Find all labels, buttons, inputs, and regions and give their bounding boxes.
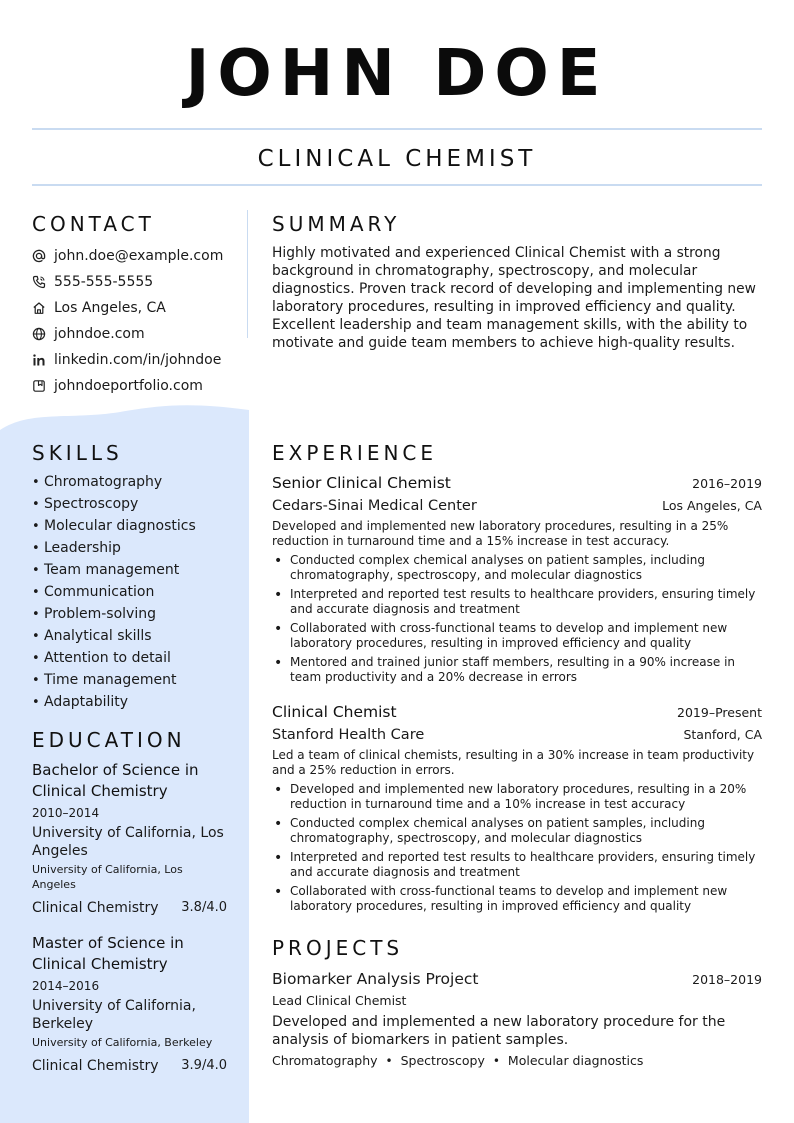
- project-tag: Molecular diagnostics: [507, 1053, 644, 1068]
- job-organization: Cedars-Sinai Medical Center: [272, 498, 477, 514]
- project-tags: [272, 1051, 762, 1071]
- contact-portfolio-text: johndoeportfolio.com: [54, 378, 203, 394]
- contact-portfolio[interactable]: [32, 373, 223, 399]
- summary-text: Highly motivated and experienced Clinical Chemist with a strong background in chromatography, spectroscopy, and molecular diagnostics. Proven track record of developing and implementing new laboratory procedures, resulting in improved efficiency and quality. Excellent leadership and team management skills, with the ability to motivate and guide team members to achieve high-quality results.: [272, 245, 756, 351]
- job-dates: 2019–Present: [677, 705, 762, 720]
- skill-item: • Communication: [32, 581, 196, 603]
- job-bullet: • Interpreted and reported test results to healthcare providers, ensuring timely and accurate diagnosis and treatment: [272, 587, 762, 617]
- job-title: CLINICAL CHEMIST: [257, 146, 537, 172]
- skill-item: • Spectroscopy: [32, 493, 196, 515]
- experience-entry: [272, 701, 762, 918]
- education-years: 2014–2016: [32, 979, 100, 993]
- education-university: University of California, Berkeley: [32, 998, 196, 1032]
- contact-heading: CONTACT: [32, 212, 155, 236]
- summary-heading: SUMMARY: [272, 212, 401, 236]
- header-divider-top: [32, 128, 762, 130]
- tag-separator: •: [492, 1054, 500, 1068]
- education-years: 2010–2014: [32, 806, 100, 820]
- phone-icon: [32, 275, 46, 289]
- skills-list: [32, 471, 196, 713]
- job-location: Stanford, CA: [683, 727, 762, 742]
- job-bullet: • Developed and implemented new laboratory procedures, resulting in a 20% reduction in turnaround time and a 10% increase in test accuracy: [272, 782, 762, 812]
- education-gpa: 3.8/4.0: [181, 900, 227, 915]
- project-entry: [272, 968, 762, 1071]
- project-tag: Chromatography: [272, 1053, 378, 1068]
- education-field-row: [32, 1056, 227, 1076]
- skill-item: • Time management: [32, 669, 196, 691]
- contact-email[interactable]: [32, 243, 223, 269]
- experience-entry: [272, 472, 762, 689]
- project-tag: Spectroscopy: [400, 1053, 485, 1068]
- job-dates: 2016–2019: [692, 476, 762, 491]
- job-description: Led a team of clinical chemists, resulting in a 30% increase in team productivity and a 25% reduction in errors.: [272, 748, 755, 777]
- job-bullet: • Interpreted and reported test results to healthcare providers, ensuring timely and accurate diagnosis and treatment: [272, 850, 762, 880]
- job-bullet: • Collaborated with cross-functional teams to develop and implement new laboratory procedures, resulting in improved efficiency and quality: [272, 621, 762, 651]
- education-field: Clinical Chemistry: [32, 900, 159, 916]
- portfolio-icon: [32, 379, 46, 393]
- contact-website-text: johndoe.com: [54, 326, 145, 342]
- globe-icon: [32, 327, 46, 341]
- project-description: Developed and implemented a new laboratory procedure for the analysis of biomarkers in patient samples.: [272, 1014, 726, 1048]
- contact-phone-text: 555-555-5555: [54, 274, 154, 290]
- job-bullet: • Conducted complex chemical analyses on patient samples, including chromatography, spectroscopy, and molecular diagnostics: [272, 553, 762, 583]
- linkedin-icon: [32, 353, 46, 367]
- job-role: Senior Clinical Chemist: [272, 474, 451, 492]
- job-bullets: [272, 782, 762, 914]
- education-degree: Bachelor of Science in Clinical Chemistry: [32, 761, 199, 800]
- job-location: Los Angeles, CA: [662, 498, 762, 513]
- resume-name: JOHN DOE: [185, 37, 609, 111]
- contact-phone[interactable]: [32, 269, 223, 295]
- skill-item: • Leadership: [32, 537, 196, 559]
- education-field-row: [32, 898, 227, 918]
- skill-item: • Attention to detail: [32, 647, 196, 669]
- project-dates: 2018–2019: [692, 972, 762, 987]
- contact-location: [32, 295, 223, 321]
- home-icon: [32, 301, 46, 315]
- skill-item: • Chromatography: [32, 471, 196, 493]
- education-field: Clinical Chemistry: [32, 1058, 159, 1074]
- skill-item: • Team management: [32, 559, 196, 581]
- project-title: Biomarker Analysis Project: [272, 970, 479, 988]
- experience-heading: EXPERIENCE: [272, 441, 438, 465]
- contact-website[interactable]: [32, 321, 223, 347]
- skill-item: • Problem-solving: [32, 603, 196, 625]
- job-bullet: • Conducted complex chemical analyses on patient samples, including chromatography, spectroscopy, and molecular diagnostics: [272, 816, 762, 846]
- skill-item: • Molecular diagnostics: [32, 515, 196, 537]
- column-divider: [247, 210, 248, 338]
- job-description: Developed and implemented new laboratory procedures, resulting in a 25% reduction in turnaround time and a 15% increase in test accuracy.: [272, 519, 729, 548]
- contact-list: [32, 243, 223, 399]
- contact-linkedin[interactable]: [32, 347, 223, 373]
- job-bullet: • Mentored and trained junior staff members, resulting in a 90% increase in team productivity and a 20% decrease in errors: [272, 655, 762, 685]
- contact-linkedin-text: linkedin.com/in/johndoe: [54, 352, 222, 368]
- projects-heading: PROJECTS: [272, 936, 404, 960]
- header-divider-bottom: [32, 184, 762, 186]
- education-degree: Master of Science in Clinical Chemistry: [32, 934, 184, 973]
- job-organization: Stanford Health Care: [272, 727, 425, 743]
- contact-location-text: Los Angeles, CA: [54, 300, 166, 316]
- education-university-sub: University of California, Berkeley: [32, 1036, 213, 1049]
- job-bullets: [272, 553, 762, 685]
- education-entry: [32, 933, 227, 1076]
- education-gpa: 3.9/4.0: [181, 1058, 227, 1073]
- skill-item: • Analytical skills: [32, 625, 196, 647]
- job-bullet: • Collaborated with cross-functional teams to develop and implement new laboratory procedures, resulting in improved efficiency and quality: [272, 884, 762, 914]
- skills-heading: SKILLS: [32, 441, 123, 465]
- project-role: Lead Clinical Chemist: [272, 993, 407, 1008]
- skill-item: • Adaptability: [32, 691, 196, 713]
- education-university: University of California, Los Angeles: [32, 825, 224, 859]
- contact-email-text: john.doe@example.com: [54, 248, 224, 264]
- education-university-sub: University of California, Los Angeles: [32, 863, 183, 891]
- job-role: Clinical Chemist: [272, 703, 397, 721]
- education-entry: [32, 760, 227, 918]
- at-icon: [32, 249, 46, 263]
- tag-separator: •: [385, 1054, 393, 1068]
- education-heading: EDUCATION: [32, 728, 186, 752]
